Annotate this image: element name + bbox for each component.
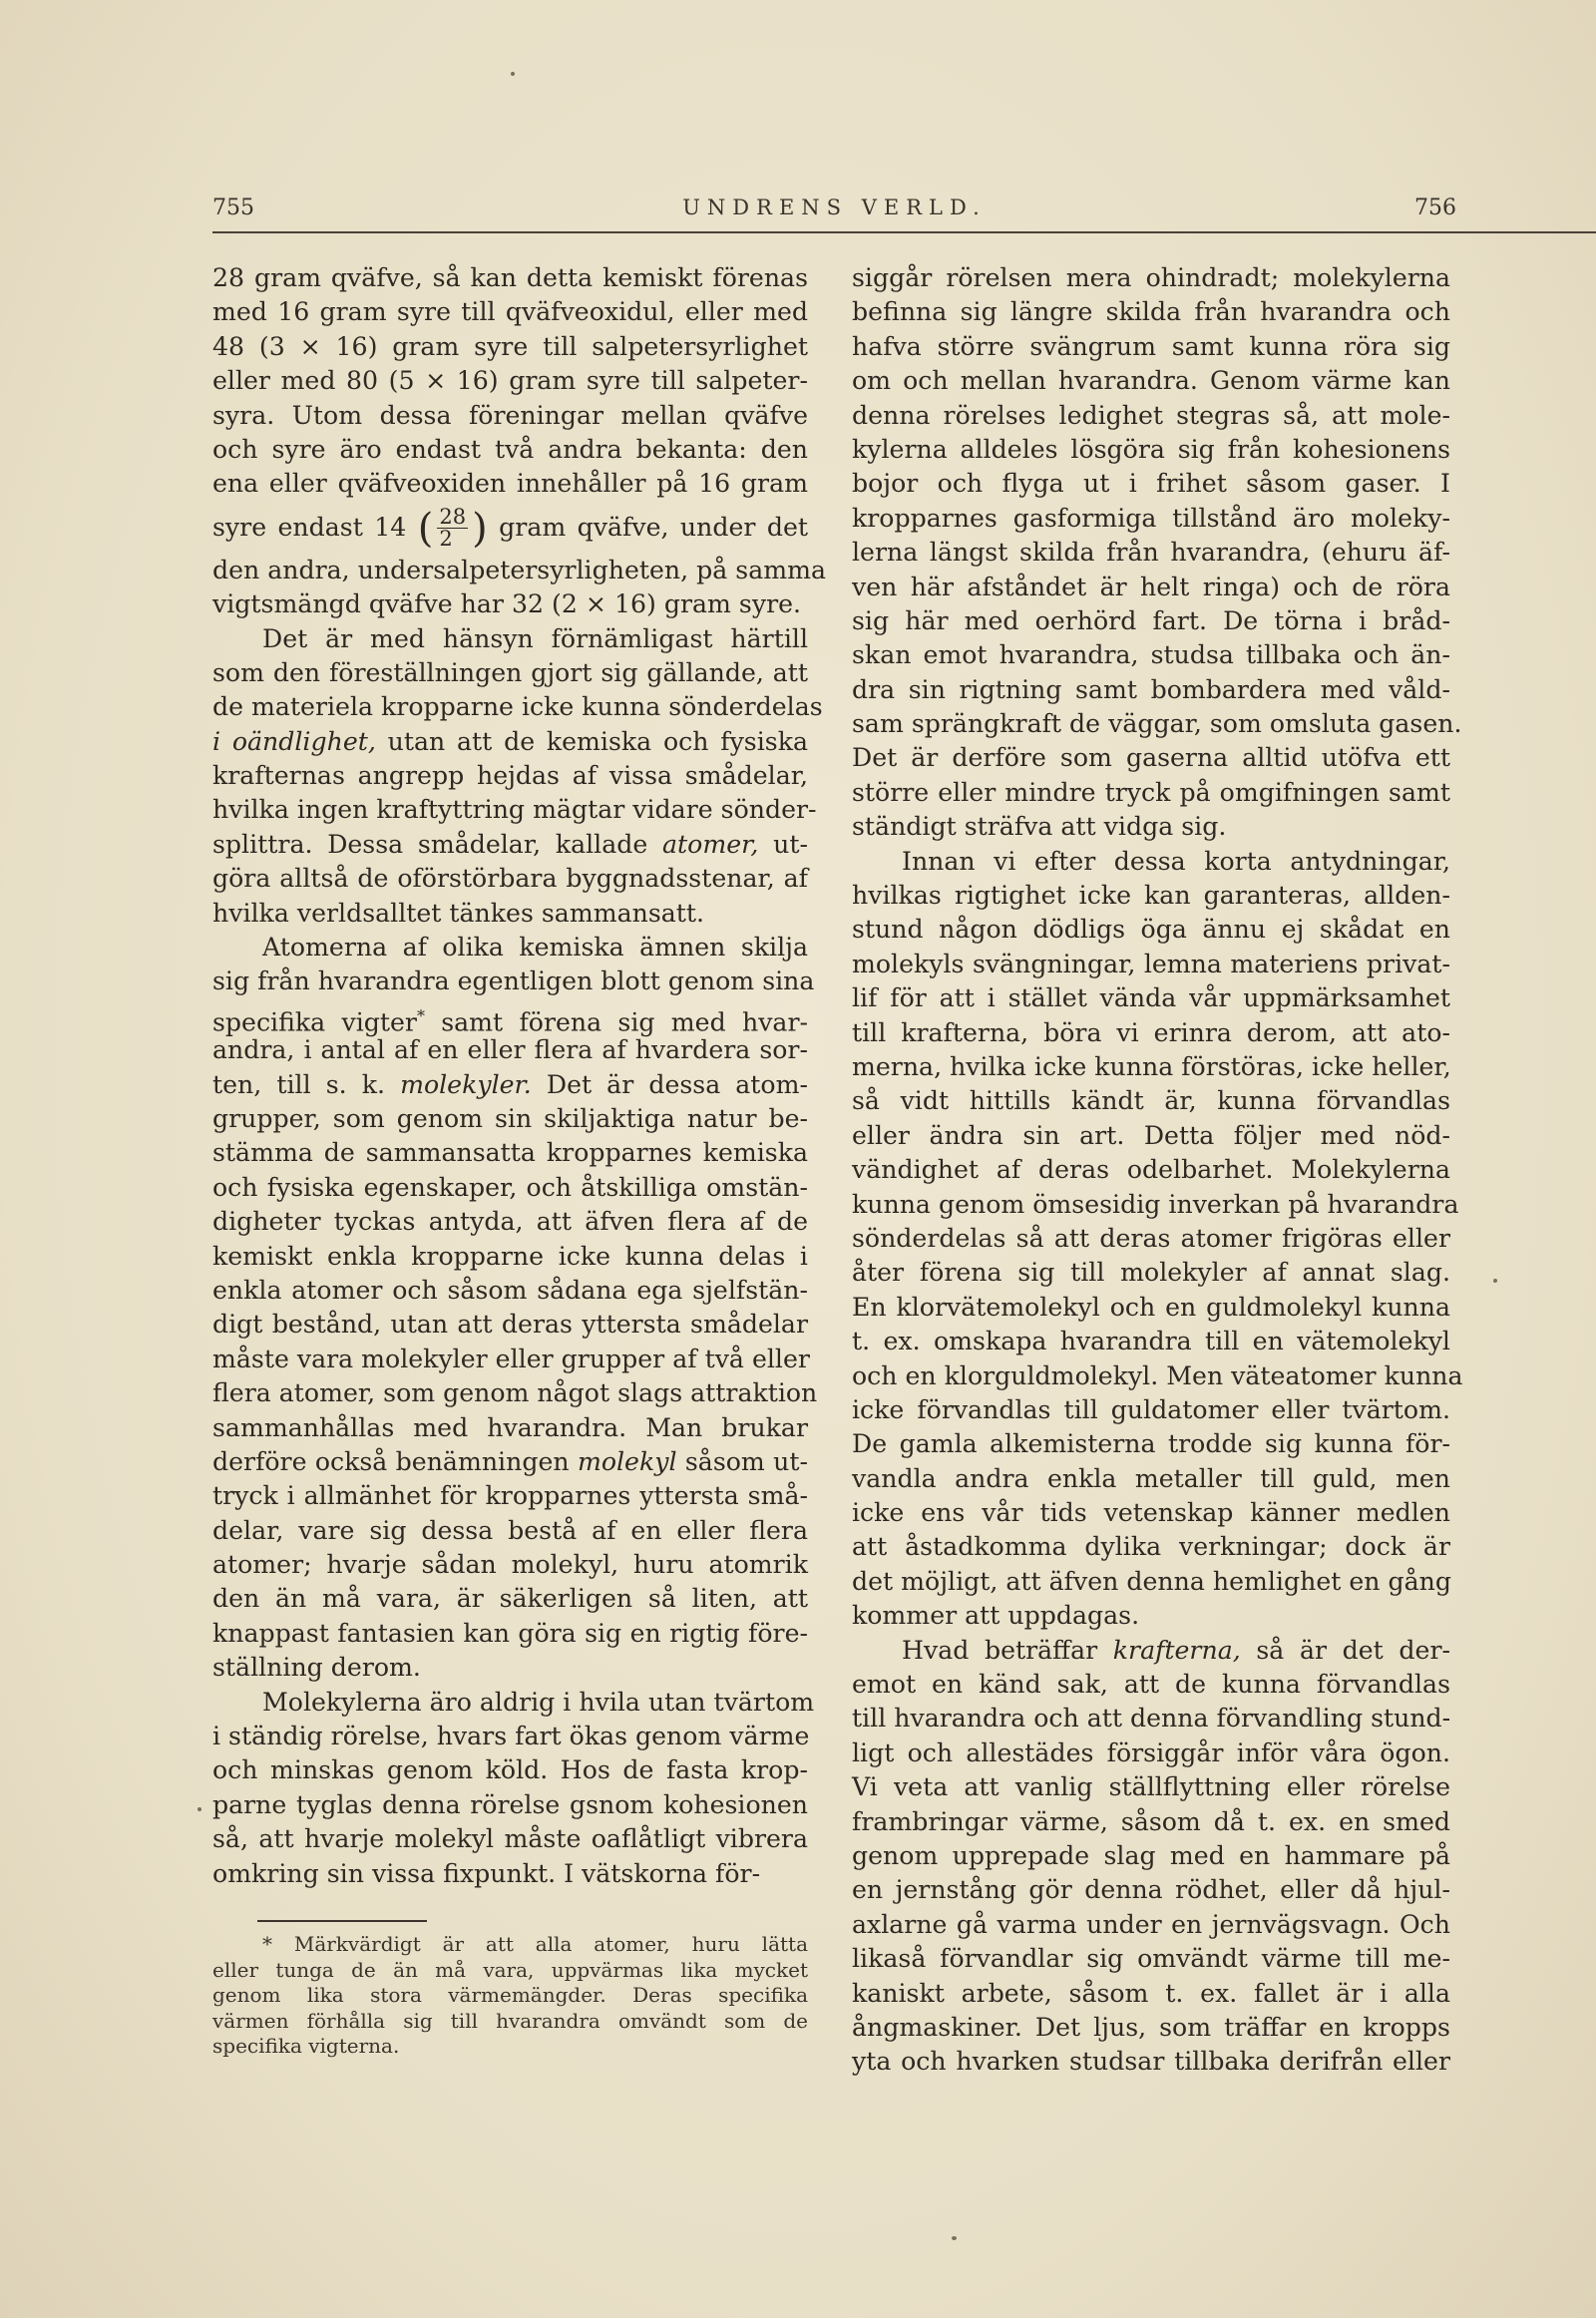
paper-speck <box>952 2236 957 2240</box>
text-line: befinna sig längre skilda från hvarandra och <box>852 297 1450 327</box>
text-line <box>212 1068 808 1102</box>
text-line: genom upprepade slag med en hammare på <box>852 1840 1450 1870</box>
text-run: specifika vigter <box>212 1007 417 1037</box>
text-line: och minskas genom köld. Hos de fasta krop- <box>212 1755 808 1785</box>
running-header <box>212 195 1456 235</box>
text-line: kommer att uppdagas. <box>852 1601 1140 1631</box>
text-line: denna rörelses ledighet stegras så, att mole- <box>852 400 1450 430</box>
text-line: lerna längst skilda från hvarandra, (ehuru äf- <box>852 538 1450 568</box>
text-line: åter förena sig till molekyler af annat slag. <box>852 1258 1450 1288</box>
text-line: göra alltså de oförstörbara byggnadsstenar, af <box>212 864 808 894</box>
text-line: 48 (3 × 16) gram syre till salpetersyrlighet <box>212 331 808 361</box>
text-line: till hvarandra och att denna förvandling stund- <box>852 1704 1451 1734</box>
text-line: ven här afståndet är helt ringa) och de röra <box>852 572 1450 601</box>
text-line: yta och hvarken studsar tillbaka derifrån eller <box>852 2047 1450 2077</box>
text-run: Hvad beträffar <box>902 1635 1098 1665</box>
text-run: Det är dessa atom- <box>546 1069 808 1099</box>
text-line: hvilka verldsalltet tänkes sammansatt. <box>212 898 705 928</box>
text-line: ständigt sträfva att vidga sig. <box>852 812 1227 842</box>
text-line: 28 gram qväfve, så kan detta kemiskt förenas <box>212 263 808 292</box>
text-line: Molekylerna äro aldrig i hvila utan tvärtom <box>262 1687 815 1717</box>
text-line: Innan vi efter dessa korta antydningar, <box>902 846 1450 876</box>
text-line: att åstadkomma dylika verkningar; dock är <box>852 1532 1450 1562</box>
text-line: De gamla alkemisterna trodde sig kunna för- <box>852 1429 1450 1459</box>
text-line: grupper, som genom sin skiljaktiga natur be- <box>212 1103 808 1133</box>
paper-speck <box>198 1807 201 1811</box>
paper-speck <box>511 72 515 76</box>
text-line: delar, vare sig dessa bestå af en eller flera <box>212 1515 808 1545</box>
text-line: dra sin rigtning samt bombardera med våld- <box>852 674 1450 704</box>
fraction-numerator: 28 <box>439 505 467 530</box>
page-number-left: 755 <box>212 195 254 220</box>
text-line: sammanhållas med hvarandra. Man brukar <box>212 1412 808 1442</box>
text-line: kropparnes gasformiga tillstånd äro moleky- <box>852 503 1450 533</box>
text-line: icke ens vår tids vetenskap känner medlen <box>852 1498 1450 1528</box>
text-line: till krafterna, böra vi erinra derom, att ato- <box>852 1017 1450 1047</box>
text-run: derföre också benämningen <box>212 1446 570 1476</box>
text-line <box>212 1445 808 1479</box>
footnote-line: eller tunga de än må vara, uppvärmas lika mycket <box>212 1957 808 1982</box>
footnote-line: specifika vigterna. <box>212 2034 400 2059</box>
text-line: skan emot hvarandra, studsa tillbaka och än- <box>852 640 1450 670</box>
text-line: hafva större svängrum samt kunna röra sig <box>852 331 1450 361</box>
text-line: större eller mindre tryck på omgifningen samt <box>852 777 1450 807</box>
text-line: digheter tyckas antyda, att äfven flera af de <box>212 1207 808 1237</box>
italic-term: atomer, <box>662 829 759 859</box>
text-line: sig här med oerhörd fart. De törna i bråd- <box>852 605 1450 635</box>
text-line: sam sprängkraft de väggar, som omsluta gasen. <box>852 709 1462 739</box>
text-line: bojor och flyga ut i frihet såsom gaser. I <box>852 469 1450 499</box>
footnote <box>212 1932 808 2060</box>
fraction <box>437 507 468 550</box>
text-line: om och mellan hvarandra. Genom värme kan <box>852 366 1450 396</box>
text-line: Det är med hänsyn förnämligast härtill <box>262 623 808 653</box>
text-line: och syre äro endast två andra bekanta: den <box>212 434 808 464</box>
text-line: omkring sin vissa fixpunkt. I vätskorna för- <box>212 1858 761 1888</box>
text-line: stämma de sammansatta kropparnes kemiska <box>212 1138 808 1168</box>
text-line: med 16 gram syre till qväfveoxidul, eller med <box>212 297 808 327</box>
text-line: vigtsmängd qväfve har 32 (2 × 16) gram syre. <box>212 589 802 619</box>
text-line: kunna genom ömsesidig inverkan på hvarandra <box>852 1189 1459 1219</box>
text-run: ten, till s. k. <box>212 1069 385 1099</box>
italic-term: i oändlighet, <box>212 726 376 756</box>
paren: ( <box>417 505 434 552</box>
text-line: axlarne gå varma under en jernvägsvagn. Och <box>852 1909 1450 1939</box>
text-line: parne tyglas denna rörelse gsnom kohesionen <box>212 1789 808 1819</box>
text-line: Det är derföre som gaserna alltid utöfva ett <box>852 743 1450 773</box>
text-line: icke förvandlas till guldatomer eller tvärtom. <box>852 1394 1450 1424</box>
text-line: så, att hvarje molekyl måste oaflåtligt vibrera <box>212 1824 808 1854</box>
text-line: tryck i allmänhet för kropparnes yttersta små- <box>212 1481 808 1511</box>
text-line: eller med 80 (5 × 16) gram syre till salpeter- <box>212 366 808 396</box>
text-line: frambringar värme, såsom då t. ex. en smed <box>852 1806 1450 1836</box>
text-run: gram qväfve, under det <box>499 512 808 542</box>
text-run: ut- <box>773 829 808 859</box>
text-line: andra, i antal af en eller flera af hvardera sor- <box>212 1035 808 1065</box>
italic-term: molekyler. <box>400 1069 532 1099</box>
text-line <box>852 1634 1450 1668</box>
footnote-line: * Märkvärdigt är att alla atomer, huru lätta <box>262 1932 808 1956</box>
right-column <box>852 261 1463 2080</box>
text-line: så vidt hittills kändt är, kunna förvandlas <box>852 1086 1450 1116</box>
text-run: samt förena sig med hvar- <box>441 1007 808 1037</box>
text-line: den än må vara, är säkerligen så liten, att <box>212 1584 808 1614</box>
paren: ) <box>472 505 488 552</box>
text-line: krafternas angrepp hejdas af vissa smådelar, <box>212 761 808 791</box>
text-line: flera atomer, som genom något slags attraktion <box>212 1378 818 1408</box>
text-line: ligt och allestädes försiggår inför våra ögon. <box>852 1738 1450 1767</box>
text-line: emot en känd sak, att de kunna förvandlas <box>852 1670 1450 1700</box>
text-line: den andra, undersalpetersyrligheten, på samma <box>212 555 826 584</box>
text-line: En klorvätemolekyl och en guldmolekyl kunna <box>852 1292 1450 1322</box>
text-line: de materiela kropparne icke kunna sönderdelas <box>212 692 823 722</box>
text-line: hvilka ingen kraftyttring mägtar vidare sönder- <box>212 795 817 825</box>
running-title: UNDRENS VERLD. <box>682 195 987 219</box>
text-line: enkla atomer och såsom sådana ega sjelfstän- <box>212 1275 808 1305</box>
text-line: siggår rörelsen mera ohindradt; molekylerna <box>852 263 1450 292</box>
text-run: utan att de kemiska och fysiska <box>387 726 808 756</box>
text-line: det möjligt, att äfven denna hemlighet en gång <box>852 1566 1451 1596</box>
text-line: en jernstång gör denna rödhet, eller då hjul- <box>852 1875 1450 1905</box>
page-number-right: 756 <box>1414 195 1456 220</box>
text-line: stund någon dödligs öga ännu ej skådat en <box>852 915 1450 945</box>
text-line: merna, hvilka icke kunna förstöras, icke heller, <box>852 1051 1451 1081</box>
text-line: kaniskt arbete, såsom t. ex. fallet är i alla <box>852 1978 1450 2008</box>
text-line: hvilkas rigtighet icke kan garanteras, allden- <box>852 881 1450 911</box>
text-run: syre endast 14 <box>212 512 407 542</box>
footnote-line: värmen förhålla sig till hvarandra omvändt som de <box>212 2008 808 2033</box>
text-line: måste vara molekyler eller grupper af två eller <box>212 1344 810 1373</box>
text-line: ena eller qväfveoxiden innehåller på 16 gram <box>212 469 808 499</box>
left-column <box>212 261 826 1891</box>
text-line: kemiskt enkla kropparne icke kunna delas i <box>212 1241 808 1271</box>
text-line: vandla andra enkla metaller till guld, men <box>852 1463 1450 1493</box>
text-run: splittra. Dessa smådelar, kallade <box>212 829 648 859</box>
text-line: ställning derom. <box>212 1653 421 1683</box>
text-line <box>212 725 808 759</box>
text-line: vändighet af deras odelbarhet. Molekylerna <box>852 1155 1450 1185</box>
text-line: ångmaskiner. Det ljus, som träffar en kropps <box>852 2012 1450 2042</box>
text-line: kylerna alldeles lösgöra sig från kohesionens <box>852 434 1450 464</box>
footnote-rule <box>257 1920 427 1922</box>
text-line: och fysiska egenskaper, och åtskilliga omstän- <box>212 1172 808 1202</box>
italic-term: krafterna, <box>1112 1635 1241 1665</box>
text-line: Vi veta att vanlig ställflyttning eller rörelse <box>852 1772 1450 1802</box>
text-line: sönderdelas så att deras atomer frigöras eller <box>852 1223 1450 1253</box>
text-line: i ständig rörelse, hvars fart ökas genom värme <box>212 1722 810 1751</box>
paper-speck <box>1493 1279 1497 1283</box>
text-line: eller ändra sin art. Detta följer med nöd- <box>852 1120 1450 1150</box>
text-line: digt bestånd, utan att deras yttersta smådelar <box>212 1310 808 1340</box>
text-line <box>212 828 808 862</box>
text-run: så är det der- <box>1256 1635 1450 1665</box>
text-line <box>212 502 808 554</box>
text-line: lif för att i stället vända vår uppmärksamhet <box>852 983 1450 1013</box>
header-rule <box>212 231 1596 233</box>
text-line <box>212 999 808 1037</box>
text-line: som den föreställningen gjort sig gällande, att <box>212 657 808 687</box>
text-line: likaså förvandlar sig omvändt värme till me- <box>852 1944 1450 1974</box>
text-line: och en klorguldmolekyl. Men väteatomer kunna <box>852 1360 1463 1390</box>
text-run: såsom ut- <box>684 1446 808 1476</box>
text-line: knappast fantasien kan göra sig en rigtig före- <box>212 1618 808 1648</box>
text-line: atomer; hvarje sådan molekyl, huru atomrik <box>212 1550 808 1580</box>
text-line: syra. Utom dessa föreningar mellan qväfve <box>212 400 808 430</box>
text-line: Atomerna af olika kemiska ämnen skilja <box>262 933 808 963</box>
text-line: sig från hvarandra egentligen blott genom sina <box>212 966 815 996</box>
italic-term: molekyl <box>577 1446 677 1476</box>
text-line: molekyls svängningar, lemna materiens privat- <box>852 949 1450 978</box>
footnote-line: genom lika stora värmemängder. Deras specifika <box>212 1983 808 2008</box>
fraction-denominator: 2 <box>439 527 453 552</box>
footnote-marker: * <box>416 1005 425 1025</box>
text-line: t. ex. omskapa hvarandra till en vätemolekyl <box>852 1327 1450 1356</box>
